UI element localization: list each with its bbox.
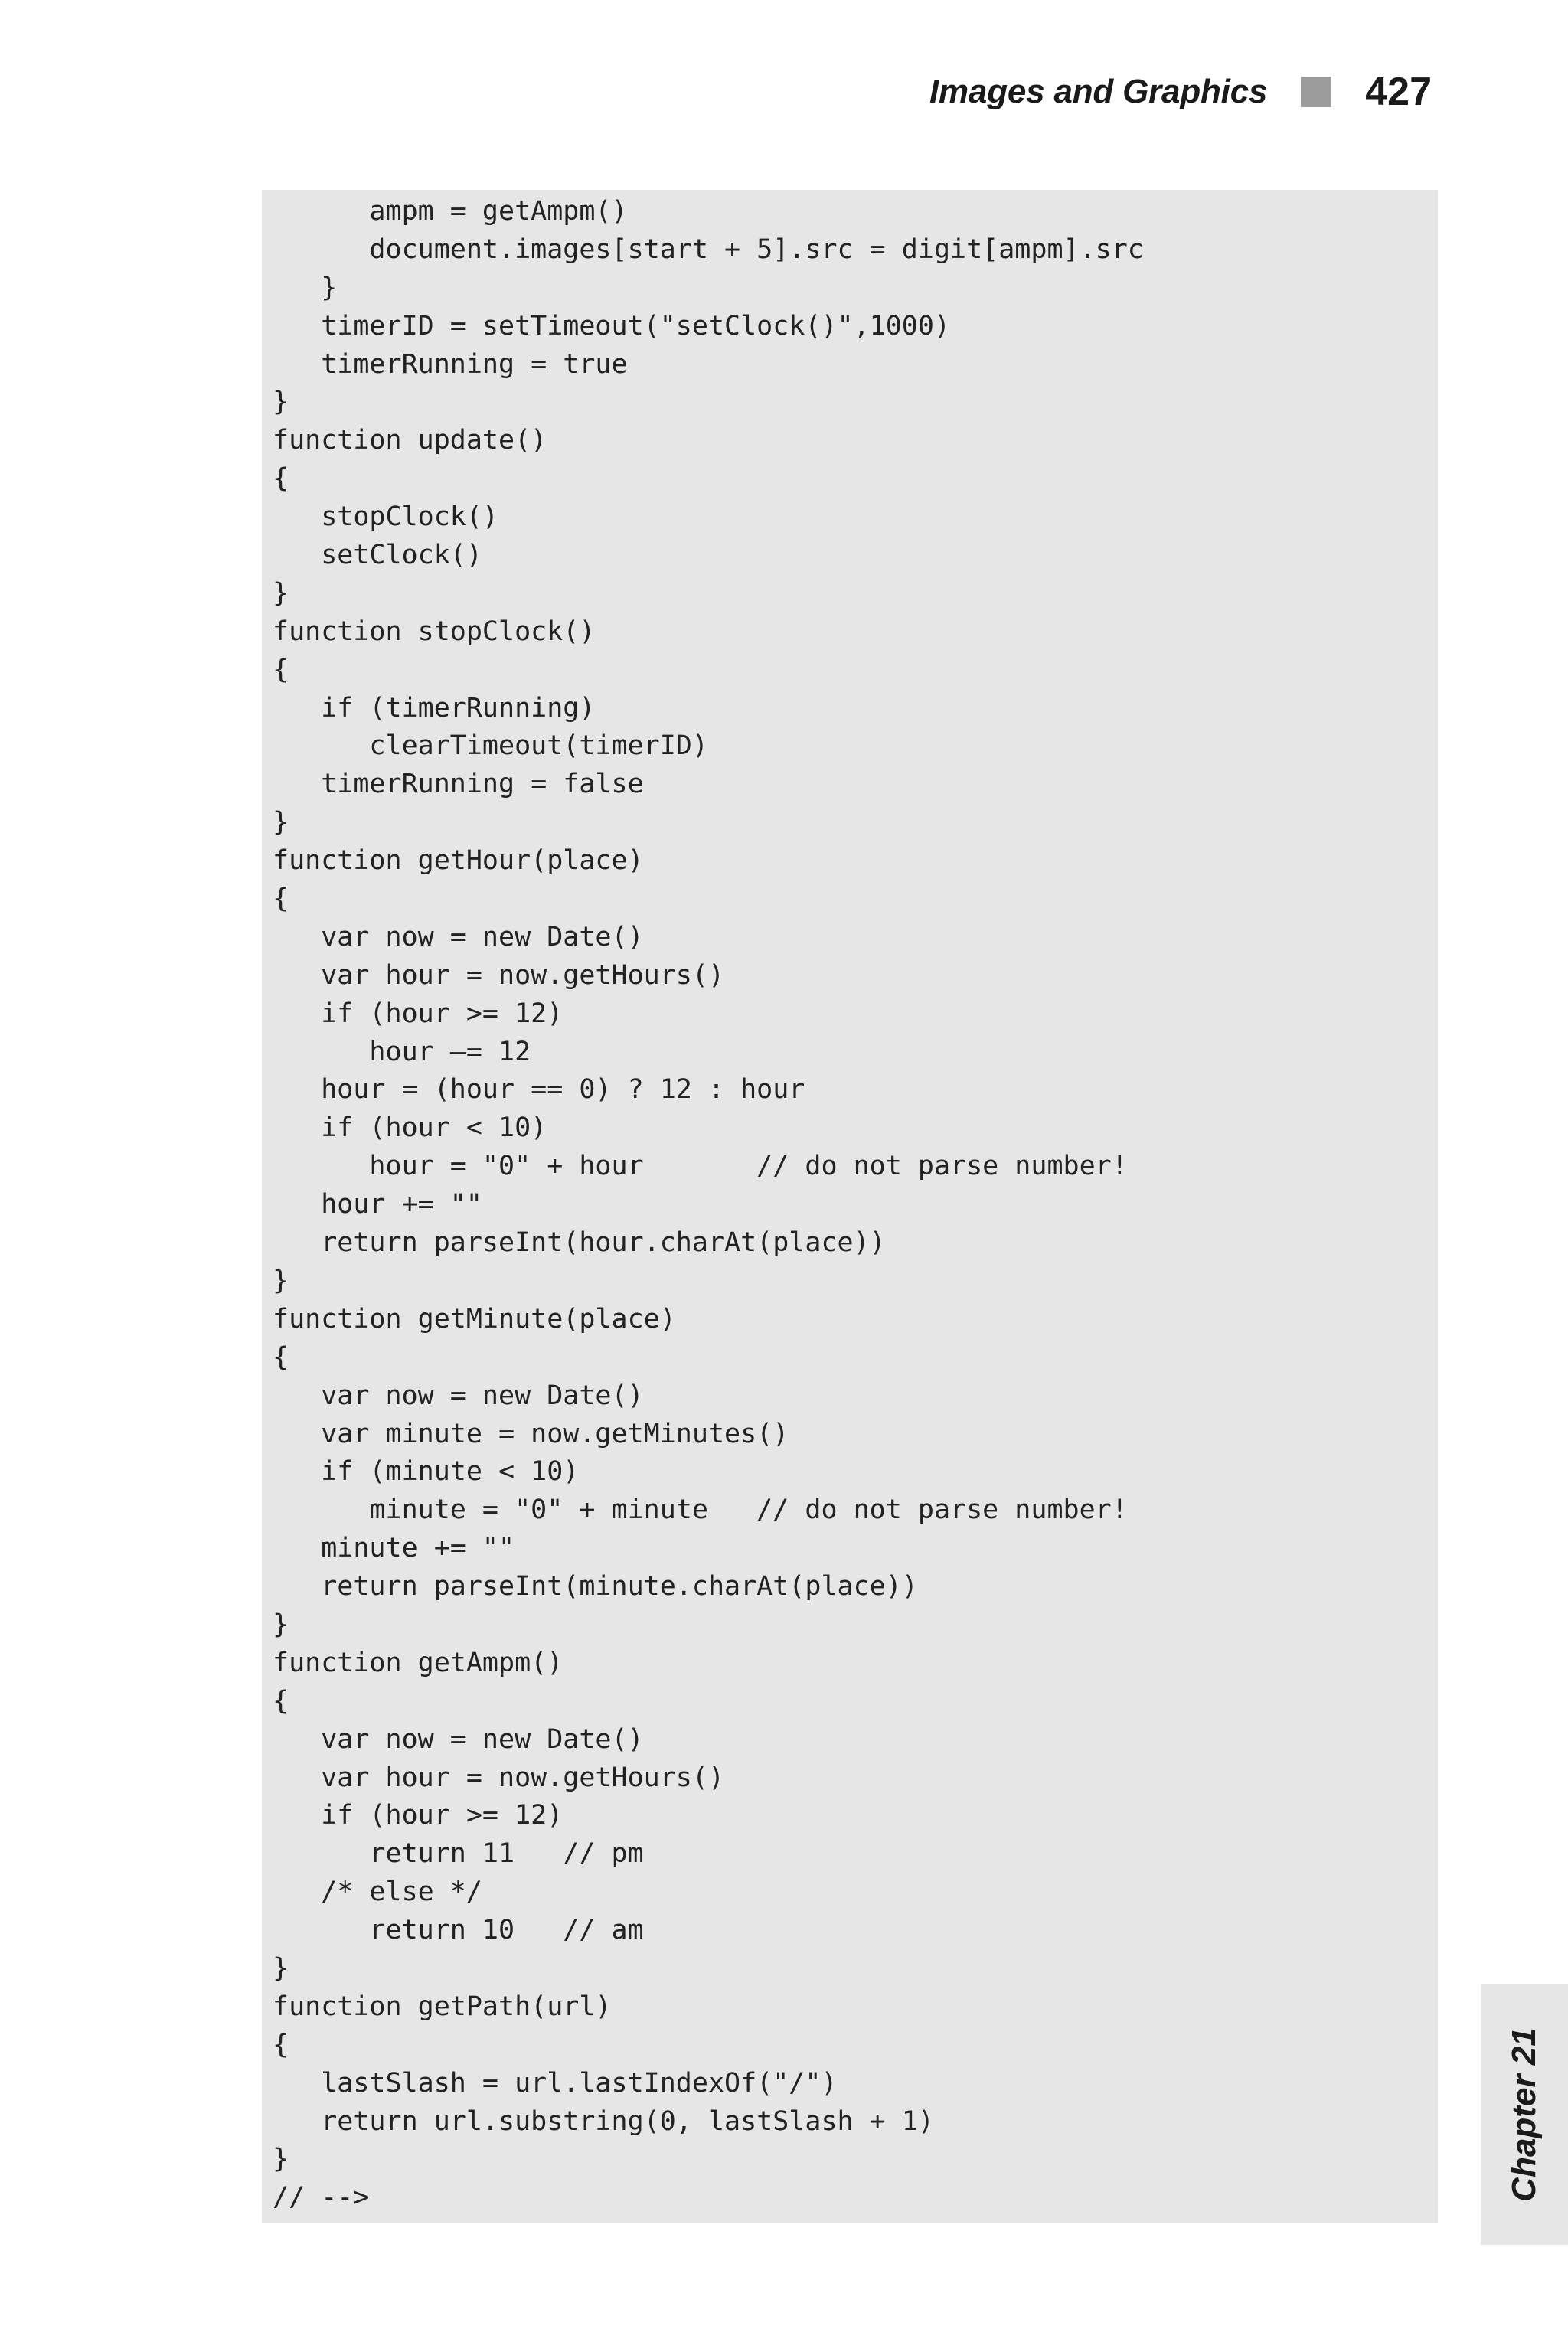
code-line: // --> <box>273 2182 370 2213</box>
code-line: ampm = getAmpm() <box>273 196 628 227</box>
code-line: timerRunning = true <box>273 348 628 380</box>
code-line: } <box>273 577 289 609</box>
code-line: timerRunning = false <box>273 769 644 800</box>
code-line: if (hour < 10) <box>273 1112 547 1144</box>
code-line: return 10 // am <box>273 1915 644 1946</box>
code-line: if (hour >= 12) <box>273 1800 564 1831</box>
code-line: { <box>273 884 289 915</box>
code-line: return 11 // pm <box>273 1838 644 1870</box>
code-line: function update() <box>273 425 547 456</box>
section-title: Images and Graphics <box>929 73 1268 110</box>
code-line: function getMinute(place) <box>273 1303 676 1334</box>
code-line: function getPath(url) <box>273 1991 612 2022</box>
code-line: hour += "" <box>273 1189 482 1220</box>
code-line: var hour = now.getHours() <box>273 959 725 991</box>
code-line: } <box>273 2144 289 2175</box>
code-line: minute += "" <box>273 1533 515 1564</box>
code-line: hour —= 12 <box>273 1036 531 1067</box>
running-head <box>929 64 1432 119</box>
code-line: var now = new Date() <box>273 1380 644 1411</box>
code-line: { <box>273 1685 289 1717</box>
code-line: } <box>273 1265 289 1296</box>
code-line: } <box>273 807 289 838</box>
code-line: lastSlash = url.lastIndexOf("/") <box>273 2067 838 2099</box>
code-line: return parseInt(hour.charAt(place)) <box>273 1227 886 1259</box>
code-line: } <box>273 272 338 303</box>
code-line: function getHour(place) <box>273 845 644 877</box>
code-line: if (timerRunning) <box>273 692 596 724</box>
code-line: return url.substring(0, lastSlash + 1) <box>273 2105 934 2137</box>
header-square-marker <box>1301 77 1331 107</box>
code-lines <box>273 193 1144 2217</box>
code-line: { <box>273 463 289 495</box>
code-line: function getAmpm() <box>273 1647 564 1678</box>
code-line: { <box>273 2029 289 2060</box>
code-line: { <box>273 654 289 685</box>
code-line: var hour = now.getHours() <box>273 1762 725 1793</box>
code-line: } <box>273 387 289 418</box>
code-line: stopClock() <box>273 501 499 533</box>
code-line: setClock() <box>273 540 482 571</box>
code-line: document.images[start + 5].src = digit[ampm].src <box>273 234 1144 265</box>
code-line: /* else */ <box>273 1877 482 1908</box>
code-line: clearTimeout(timerID) <box>273 730 708 762</box>
code-line: return parseInt(minute.charAt(place)) <box>273 1571 918 1602</box>
chapter-tab <box>1481 1984 1568 2245</box>
code-listing <box>262 190 1438 2223</box>
page-number: 427 <box>1365 70 1432 114</box>
code-line: timerID = setTimeout("setClock()",1000) <box>273 310 951 341</box>
code-line: var now = new Date() <box>273 921 644 952</box>
code-line: hour = (hour == 0) ? 12 : hour <box>273 1074 805 1106</box>
code-line: { <box>273 1341 289 1373</box>
chapter-label: Chapter 21 <box>1505 2027 1543 2202</box>
code-line: if (minute < 10) <box>273 1456 580 1488</box>
code-line: if (hour >= 12) <box>273 998 564 1029</box>
code-line: minute = "0" + minute // do not parse number! <box>273 1494 1128 1526</box>
code-line: } <box>273 1952 289 1984</box>
code-line: var minute = now.getMinutes() <box>273 1418 789 1449</box>
code-line: hour = "0" + hour // do not parse number! <box>273 1151 1128 1182</box>
code-line: var now = new Date() <box>273 1723 644 1755</box>
code-line: function stopClock() <box>273 616 596 647</box>
code-line: } <box>273 1609 289 1640</box>
